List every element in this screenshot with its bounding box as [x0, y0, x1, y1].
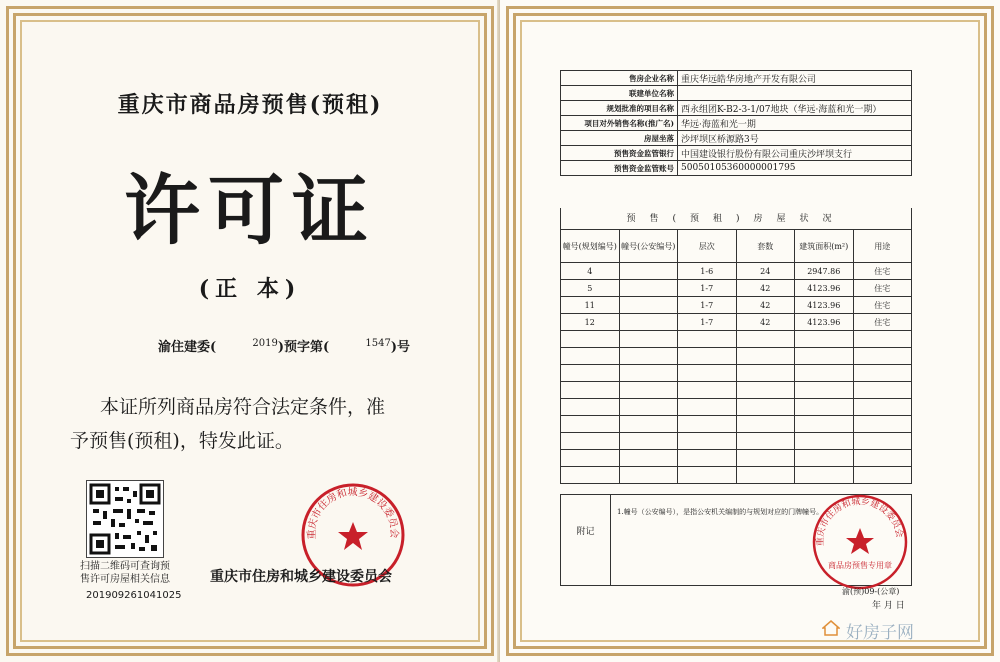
number-year: 2019 [252, 338, 278, 349]
cell-area [795, 348, 854, 365]
cell-plan-no: 4 [561, 263, 620, 280]
info-value: 中国建设银行股份有限公司重庆沙坪坝支行 [678, 146, 912, 161]
units-table [560, 229, 912, 484]
cell-plan-no: 5 [561, 280, 620, 297]
cell-use [853, 450, 912, 467]
cell-area [795, 331, 854, 348]
cell-plan-no [561, 382, 620, 399]
cell-police-no [619, 433, 678, 450]
cell-police-no [619, 297, 678, 314]
cell-use [853, 382, 912, 399]
cell-use: 住宅 [853, 263, 912, 280]
table-row [561, 416, 912, 433]
qr-code[interactable] [86, 480, 164, 558]
table-row [561, 297, 912, 314]
notes-text: 1.幢号（公安编号），是指公安机关编制的与规划对应的门牌幢号。 [617, 508, 824, 516]
cell-area [795, 467, 854, 484]
copy-type: (正 本) [198, 276, 302, 302]
cell-police-no [619, 280, 678, 297]
cell-area [795, 450, 854, 467]
cell-plan-no [561, 433, 620, 450]
cell-use [853, 416, 912, 433]
column-header: 幢号(规划编号) [561, 230, 620, 263]
cell-count [736, 416, 795, 433]
cell-floors [678, 348, 737, 365]
cell-plan-no: 12 [561, 314, 620, 331]
cell-floors [678, 399, 737, 416]
cell-use [853, 365, 912, 382]
cell-count [736, 467, 795, 484]
certificate-number: 渝住建委( $^{2019}$)预字第( $^{1547}$)号 [158, 338, 410, 355]
seal-number: 渝(预)09-(公章) [842, 587, 900, 596]
section-title: 预售(预租)房屋状况 [560, 208, 912, 230]
svg-text:重庆市住房和城乡建设委员会: 重庆市住房和城乡建设委员会 [815, 497, 904, 547]
serial-number: 201909261041025 [86, 590, 182, 601]
table-row [561, 399, 912, 416]
cell-use [853, 399, 912, 416]
cell-count [736, 399, 795, 416]
cell-floors: 1-7 [678, 297, 737, 314]
cell-count [736, 450, 795, 467]
cell-count: 42 [736, 280, 795, 297]
cell-count: 42 [736, 297, 795, 314]
cell-area: 4123.96 [795, 280, 854, 297]
cell-use: 住宅 [853, 314, 912, 331]
info-label: 售房企业名称 [561, 71, 678, 86]
cell-count [736, 348, 795, 365]
info-value: 西永组团K-B2-3-1/07地块（华远·海蓝和光一期） [678, 101, 912, 116]
info-label: 联建单位名称 [561, 86, 678, 101]
cell-plan-no [561, 399, 620, 416]
table-row [561, 433, 912, 450]
issue-date: 年 月 日 [872, 601, 905, 611]
cell-police-no [619, 450, 678, 467]
svg-text:商品房预售专用章: 商品房预售专用章 [828, 561, 892, 570]
cell-use [853, 348, 912, 365]
cell-plan-no [561, 450, 620, 467]
column-header: 用途 [853, 230, 912, 263]
info-value: 50050105360000001795 [678, 161, 912, 176]
column-header: 层次 [678, 230, 737, 263]
number-seq: 1547 [365, 338, 391, 349]
presale-seal [810, 492, 910, 592]
cell-use [853, 331, 912, 348]
info-value [678, 86, 912, 101]
cell-plan-no [561, 331, 620, 348]
cell-floors [678, 433, 737, 450]
cell-count [736, 382, 795, 399]
info-label: 项目对外销售名称(推广名) [561, 116, 678, 131]
cell-police-no [619, 467, 678, 484]
cell-floors [678, 450, 737, 467]
cell-area: 2947.86 [795, 263, 854, 280]
cell-area [795, 433, 854, 450]
column-header: 建筑面积(m²) [795, 230, 854, 263]
cell-plan-no [561, 365, 620, 382]
cell-plan-no [561, 467, 620, 484]
certificate-title: 许可证 [124, 166, 376, 255]
cell-use [853, 433, 912, 450]
info-row [561, 146, 912, 161]
certificate-heading: 重庆市商品房预售(预租) [117, 92, 383, 118]
cell-use: 住宅 [853, 297, 912, 314]
certificate-statement: 本证所列商品房符合法定条件，准 予预售(预租)，特发此证。 [70, 396, 386, 452]
cell-floors: 1-7 [678, 314, 737, 331]
info-label: 预售资金监管账号 [561, 161, 678, 176]
cell-plan-no [561, 348, 620, 365]
cell-floors [678, 365, 737, 382]
watermark: 好房子网 [846, 623, 914, 643]
info-value: 重庆华远皓华房地产开发有限公司 [678, 71, 912, 86]
cell-floors [678, 467, 737, 484]
svg-text:重庆市住房和城乡建设委员会: 重庆市住房和城乡建设委员会 [306, 487, 400, 540]
info-row [561, 161, 912, 176]
notes-label: 附记 [561, 495, 611, 585]
cell-police-no [619, 331, 678, 348]
info-value: 华远·海蓝和光一期 [678, 116, 912, 131]
table-row [561, 348, 912, 365]
table-row [561, 280, 912, 297]
table-row [561, 450, 912, 467]
cell-count [736, 433, 795, 450]
cell-count: 42 [736, 314, 795, 331]
info-value: 沙坪坝区桥源路3号 [678, 131, 912, 146]
house-icon [822, 620, 840, 636]
cell-police-no [619, 399, 678, 416]
cell-area [795, 365, 854, 382]
cell-floors [678, 331, 737, 348]
info-label: 规划批准的项目名称 [561, 101, 678, 116]
table-row [561, 263, 912, 280]
info-row [561, 71, 912, 86]
cell-area [795, 399, 854, 416]
cell-police-no [619, 365, 678, 382]
info-row [561, 131, 912, 146]
column-header: 幢号(公安编号) [619, 230, 678, 263]
info-label: 房屋坐落 [561, 131, 678, 146]
cell-police-no [619, 416, 678, 433]
column-header: 套数 [736, 230, 795, 263]
cell-floors: 1-6 [678, 263, 737, 280]
qr-caption: 扫描二维码可查询预 售许可房屋相关信息 [80, 561, 170, 585]
info-label: 预售资金监管银行 [561, 146, 678, 161]
cell-plan-no: 11 [561, 297, 620, 314]
cell-use [853, 467, 912, 484]
project-info-table [560, 70, 912, 176]
cell-count [736, 331, 795, 348]
info-row [561, 86, 912, 101]
cell-police-no [619, 348, 678, 365]
cell-area [795, 382, 854, 399]
cell-area: 4123.96 [795, 314, 854, 331]
table-row [561, 365, 912, 382]
cell-use: 住宅 [853, 280, 912, 297]
cell-count: 24 [736, 263, 795, 280]
cell-police-no [619, 382, 678, 399]
issuer-name: 重庆市住房和城乡建设委员会 [210, 569, 392, 585]
table-row [561, 331, 912, 348]
cell-police-no [619, 314, 678, 331]
table-row [561, 467, 912, 484]
info-row [561, 101, 912, 116]
table-row [561, 314, 912, 331]
cell-police-no [619, 263, 678, 280]
cell-area: 4123.96 [795, 297, 854, 314]
table-row [561, 382, 912, 399]
cell-count [736, 365, 795, 382]
cell-floors [678, 416, 737, 433]
cell-floors: 1-7 [678, 280, 737, 297]
cell-area [795, 416, 854, 433]
info-row [561, 116, 912, 131]
cell-plan-no [561, 416, 620, 433]
cell-floors [678, 382, 737, 399]
